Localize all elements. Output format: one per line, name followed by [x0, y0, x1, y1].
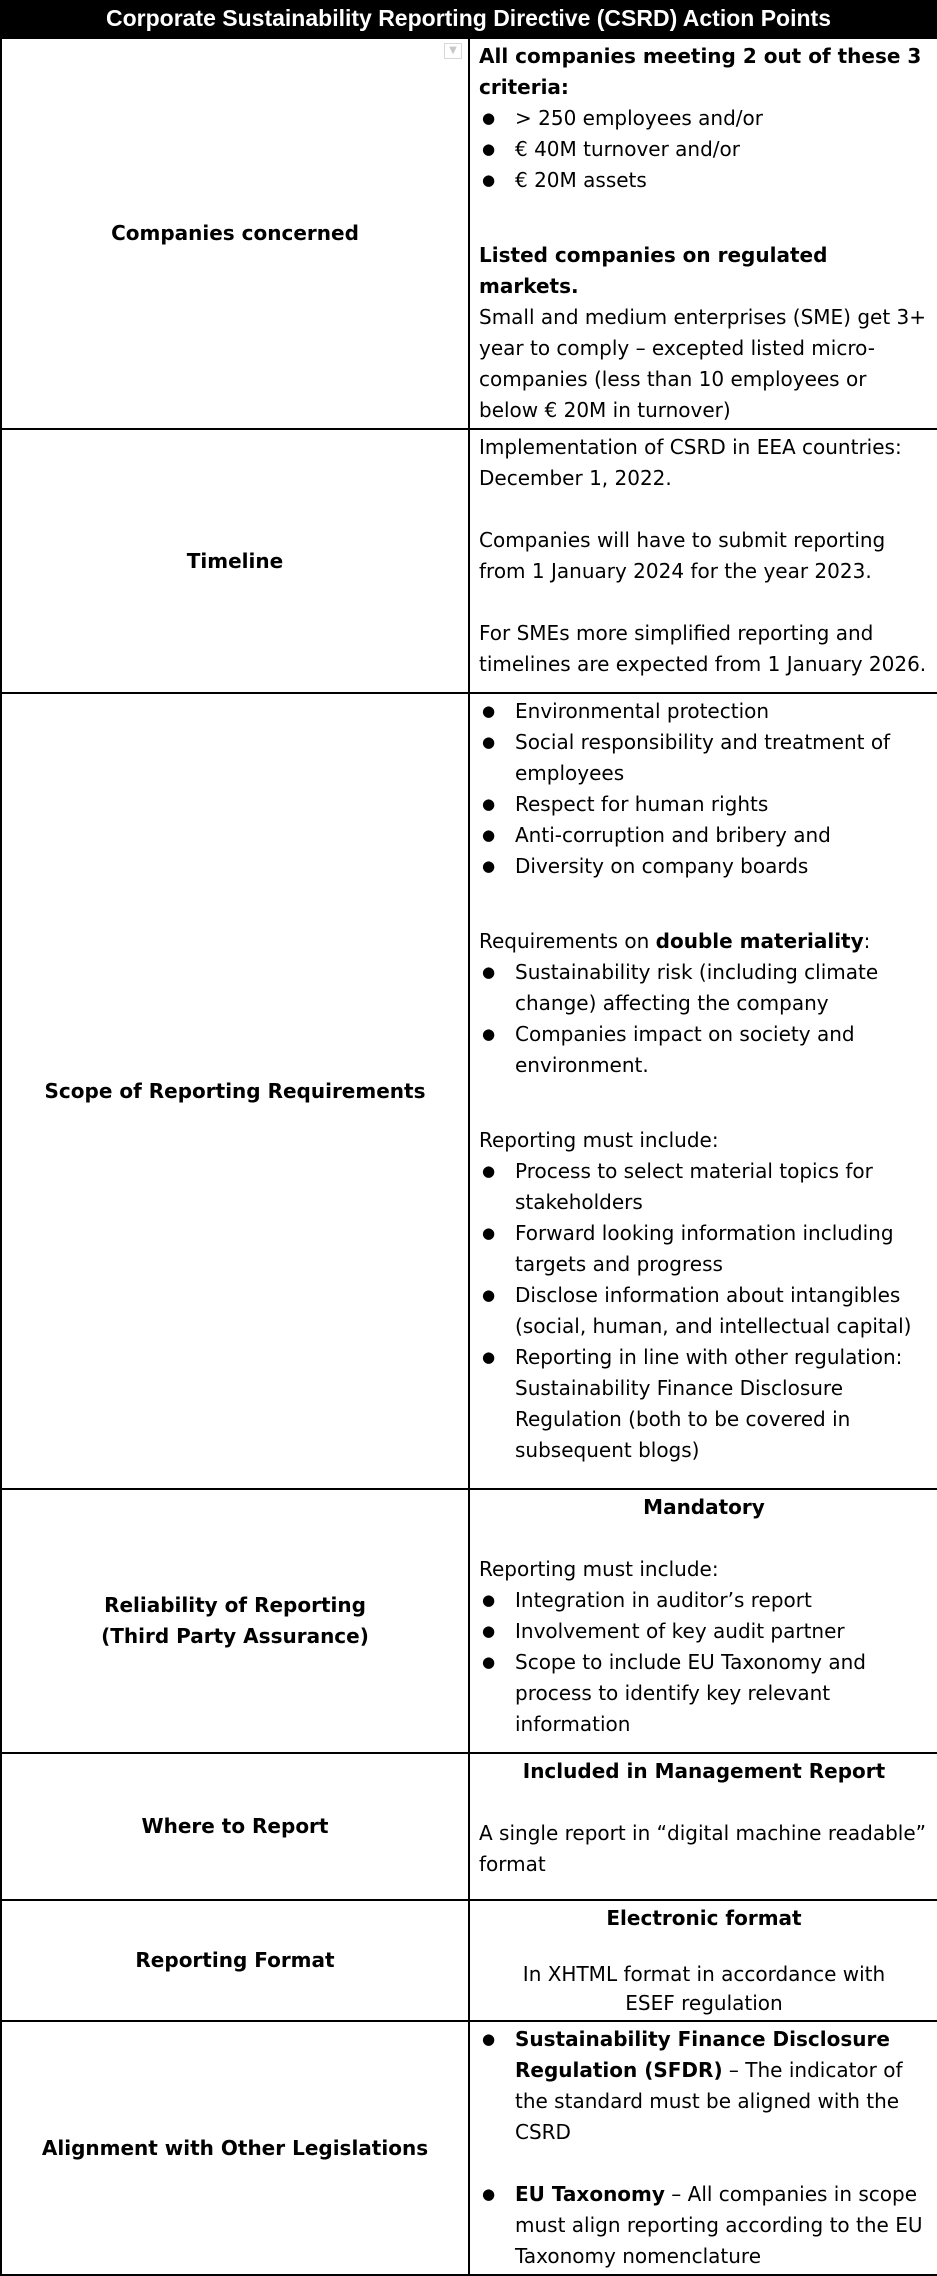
timeline-paragraph: Companies will have to submit reporting from 1 January 2024 for the year 2023. [479, 528, 886, 583]
list-item: ● Companies impact on society and environment. [479, 1019, 929, 1081]
materiality-colon: : [863, 929, 871, 953]
include-heading: Reporting must include: [479, 1128, 719, 1152]
list-item: ● Process to select material topics for stakeholders [479, 1156, 929, 1218]
listed-heading: Listed companies on regulated markets. [479, 243, 828, 298]
list-item: ● > 250 employees and/or [479, 103, 929, 134]
list-item: ● Scope to include EU Taxonomy and process to identify key relevant information [479, 1647, 929, 1740]
list-item: ● Involvement of key audit partner [479, 1616, 929, 1647]
list-item: ● Diversity on company boards [479, 851, 929, 882]
timeline-paragraph: Implementation of CSRD in EEA countries: December 1, 2022. [479, 435, 902, 490]
list-item [479, 2179, 929, 2272]
row-content [469, 693, 937, 1489]
item-text: – The indicator of the standard must be aligned with the CSRD [515, 2058, 903, 2144]
table-row [1, 38, 937, 429]
row-label: Companies concerned [1, 38, 469, 429]
row-label: Scope of Reporting Requirements [1, 693, 469, 1489]
timeline-paragraph: For SMEs more simplified reporting and timelines are expected from 1 January 2026. [479, 621, 927, 676]
row-content [469, 1900, 937, 2021]
list-item: ● Sustainability risk (including climate change) affecting the company [479, 957, 929, 1019]
section-text: A single report in “digital machine readable” format [479, 1821, 927, 1876]
list-item: ● Integration in auditor’s report [479, 1585, 929, 1616]
materiality-list [479, 957, 929, 1081]
list-item: ● Social responsibility and treatment of employees [479, 727, 929, 789]
item-bold: EU Taxonomy [515, 2182, 665, 2206]
list-item: ● Environmental protection [479, 696, 929, 727]
row-label-line: (Third Party Assurance) [101, 1624, 369, 1648]
list-item: ● Anti-corruption and bribery and [479, 820, 929, 851]
section-text: In XHTML format in accordance with ESEF regulation [522, 1962, 886, 2015]
include-heading: Reporting must include: [479, 1557, 719, 1581]
row-content [469, 429, 937, 693]
row-content [469, 2021, 937, 2275]
section-heading: Electronic format [606, 1906, 802, 1930]
list-item: ● € 20M assets [479, 165, 929, 196]
row-label: Timeline [1, 429, 469, 693]
row-label: Reporting Format [1, 1900, 469, 2021]
item-bold: Sustainability Finance Disclosure Regulation (SFDR) [515, 2027, 890, 2082]
list-item [479, 2024, 929, 2148]
listed-text: Small and medium enterprises (SME) get 3+ year to comply – excepted listed micro-companies (less than 10 employees or below € 20M in turnover) [479, 305, 927, 422]
list-item: ● Forward looking information including targets and progress [479, 1218, 929, 1280]
materiality-intro: Requirements on [479, 929, 650, 953]
section-heading: Included in Management Report [522, 1759, 886, 1783]
item-text: – All companies in scope must align reporting according to the EU Taxonomy nomenclature [515, 2182, 923, 2268]
topics-list [479, 696, 929, 882]
materiality-heading [479, 926, 929, 957]
section-heading: Mandatory [643, 1495, 765, 1519]
table-row [1, 1489, 937, 1753]
row-label: Where to Report [1, 1753, 469, 1900]
row-content [469, 38, 937, 429]
table-row [1, 2021, 937, 2275]
table-row [1, 693, 937, 1489]
list-item: ● Disclose information about intangibles (social, human, and intellectual capital) [479, 1280, 929, 1342]
alignment-list [479, 2024, 929, 2272]
chevron-down-icon[interactable]: ▼ [444, 43, 462, 59]
row-label [1, 1489, 469, 1753]
action-points-table [0, 37, 937, 2276]
document-title: Corporate Sustainability Reporting Directive (CSRD) Action Points [0, 0, 937, 37]
row-label: Alignment with Other Legislations [1, 2021, 469, 2275]
include-list [479, 1585, 929, 1740]
list-item: ● Reporting in line with other regulation: Sustainability Finance Disclosure Regulation (both to be covered in subsequent blogs) [479, 1342, 929, 1466]
list-item: ● € 40M turnover and/or [479, 134, 929, 165]
list-item: ● Respect for human rights [479, 789, 929, 820]
criteria-heading: All companies meeting 2 out of these 3 criteria: [479, 44, 922, 99]
row-content [469, 1489, 937, 1753]
row-content [469, 1753, 937, 1900]
row-label-line: Reliability of Reporting [104, 1593, 366, 1617]
materiality-bold: double materiality [655, 929, 864, 953]
include-list [479, 1156, 929, 1466]
table-row [1, 1900, 937, 2021]
table-row [1, 429, 937, 693]
criteria-list [479, 103, 929, 196]
table-row [1, 1753, 937, 1900]
